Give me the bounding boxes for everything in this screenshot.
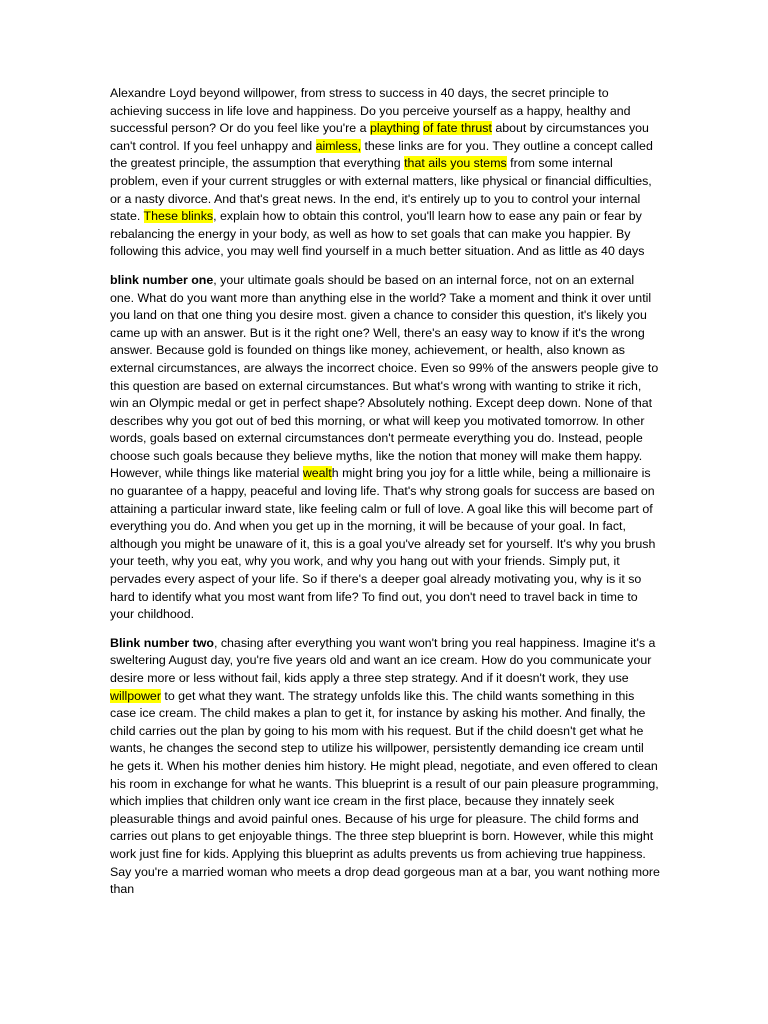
text-run: from some internal problem, even if your current struggles or with external matters, like physical or financial difficulties, or a nasty divorce. And that's great news. In the end, it's entirely up to you to control your internal state. <box>110 156 652 224</box>
blink-heading: Blink number two <box>110 635 214 650</box>
blink-two-paragraph <box>110 635 660 899</box>
intro-paragraph <box>110 85 660 261</box>
text-run: Alexandre Loyd beyond willpower, from stress to success in 40 days, the secret principle to achieving success in life love and happiness. Do you perceive yourself as a happy, healthy and successful person? Or do you feel like you're a <box>110 86 631 136</box>
text-run: about by circumstances you can't control. If you feel unhappy and <box>110 121 649 153</box>
text-run: h might bring you joy for a little while, being a millionaire is no guarantee of a happy, peaceful and loving life. That's why strong goals for success are based on attaining a particular inward state, like feeling calm or full of love. A goal like this will become part of everything you do. And when you get up in the morning, it will be because of your goal. In fact, although you might be unaware of it, this is a goal you've already set for yourself. It's why you brush your teeth, why you eat, why you work, and why you hang out with your friends. Simply put, it pervades every aspect of your life. So if there's a deeper goal already motivating you, why is it so hard to identify what you most want from life? To find out, you don't need to travel back in time to your childhood. <box>110 466 656 622</box>
highlighted-text: plaything <box>369 121 420 136</box>
text-run: , explain how to obtain this control, you'll learn how to ease any pain or fear by rebalancing the energy in your body, as well as how to set goals that can make you happier. By following this advice, you may well find yourself in a much better situation. And as little as 40 days <box>110 209 645 259</box>
text-run: these links are for you. They outline a concept called the greatest principle, the assumption that everything <box>110 138 653 171</box>
text-run: , chasing after everything you want won't bring you real happiness. Imagine it's a sweltering August day, you're five years old and want an ice cream. How do you communicate your desire more or less without fail, kids apply a three step strategy. And if it doesn't work, they use <box>110 635 656 685</box>
highlighted-text: These blinks <box>143 209 214 224</box>
highlighted-text: of fate thrust <box>423 121 492 136</box>
highlighted-text: wealt <box>302 466 332 481</box>
highlighted-text: aimless, <box>315 138 362 153</box>
blink-heading: blink number one <box>110 272 214 287</box>
blink-one-paragraph <box>110 272 660 624</box>
text-run: , your ultimate goals should be based on an internal force, not on an external one. What do you want more than anything else in the world? Take a moment and think it over until you land on that one thing you desire most. given a chance to consider this question, it's likely you came up with an answer. But is it the right one? Well, there's an easy way to know if it's the wrong answer. Because gold is founded on things like money, achievement, or health, also known as external circumstances, are always the incorrect choice. Even so 99% of the answers people give to this question are based on external circumstances. But what's wrong with wanting to strike it rich, win an Olympic medal or get in perfect shape? Absolutely nothing. Except deep down. None of that describes why you got out of bed this morning, or what will keep you motivated tomorrow. In other words, goals based on external circumstances don't permeate everything you do. Instead, people choose such goals because they believe myths, like the notion that money will make them happy. However, while things like material <box>110 272 659 481</box>
text-run: to get what they want. The strategy unfolds like this. The child wants something in this case ice cream. The child makes a plan to get it, for instance by asking his mother. And finally, the child carries out the plan by going to his mom with his request. But if the child doesn't get what he wants, he changes the second step to utilize his willpower, persistently demanding ice cream until he gets it. When his mother denies him history. He might plead, negotiate, and even offered to clean his room in exchange for what he wants. This blueprint is a result of our pain pleasure programming, which implies that children only want ice cream in the first place, because they innately seek pleasurable things and avoid painful ones. Because of his urge for pleasure. The child forms and carries out plans to get enjoyable things. The three step blueprint is born. However, while this might work just fine for kids. Applying this blueprint as adults prevents us from achieving true happiness. Say you're a married woman who meets a drop dead gorgeous man at a bar, you want nothing more than <box>110 688 660 897</box>
highlighted-text: that ails you stems <box>404 156 507 171</box>
highlighted-text: willpower <box>110 688 161 703</box>
